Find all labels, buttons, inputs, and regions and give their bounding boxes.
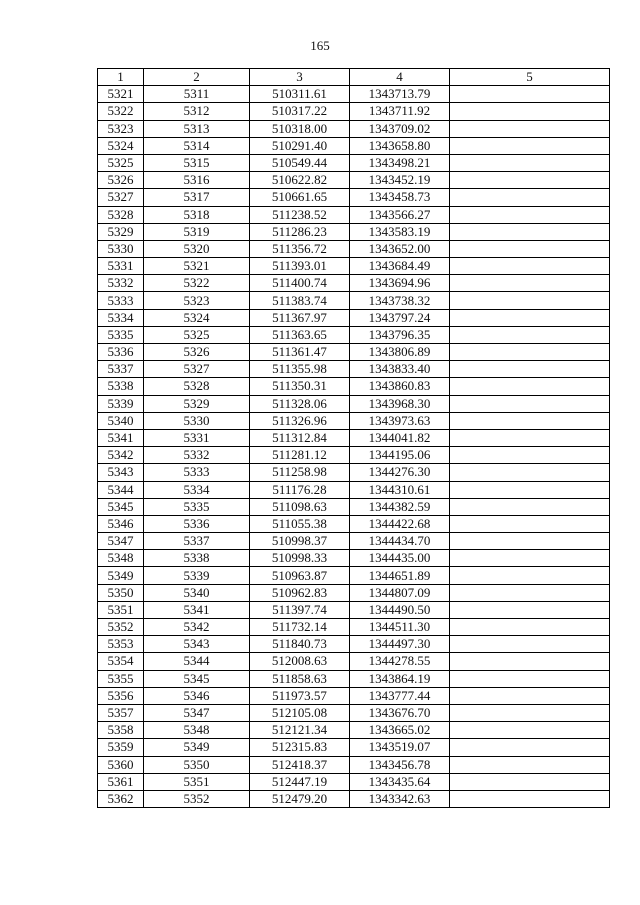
- note-cell: [450, 154, 610, 171]
- x-coordinate-cell: 511098.63: [250, 498, 350, 515]
- y-coordinate-cell: 1344422.68: [350, 515, 450, 532]
- note-cell: [450, 240, 610, 257]
- note-cell: [450, 103, 610, 120]
- note-cell: [450, 533, 610, 550]
- x-coordinate-cell: 511176.28: [250, 481, 350, 498]
- x-coordinate-cell: 511326.96: [250, 412, 350, 429]
- note-cell: [450, 653, 610, 670]
- table-row: [98, 189, 610, 206]
- table-row: [98, 206, 610, 223]
- y-coordinate-cell: 1343796.35: [350, 326, 450, 343]
- point-number-cell: 5321: [144, 258, 250, 275]
- point-number-cell: 5350: [144, 756, 250, 773]
- table-row: [98, 567, 610, 584]
- point-number-cell: 5318: [144, 206, 250, 223]
- y-coordinate-cell: 1344278.55: [350, 653, 450, 670]
- point-number-cell: 5340: [144, 584, 250, 601]
- table-row: [98, 275, 610, 292]
- y-coordinate-cell: 1344382.59: [350, 498, 450, 515]
- row-number-cell: 5343: [98, 464, 144, 481]
- row-number-cell: 5345: [98, 498, 144, 515]
- x-coordinate-cell: 510311.61: [250, 86, 350, 103]
- point-number-cell: 5325: [144, 326, 250, 343]
- x-coordinate-cell: 510998.37: [250, 533, 350, 550]
- row-number-cell: 5321: [98, 86, 144, 103]
- table-header: [98, 69, 610, 86]
- note-cell: [450, 515, 610, 532]
- y-coordinate-cell: 1344651.89: [350, 567, 450, 584]
- x-coordinate-cell: 511328.06: [250, 395, 350, 412]
- row-number-cell: 5331: [98, 258, 144, 275]
- table-row: [98, 240, 610, 257]
- row-number-cell: 5344: [98, 481, 144, 498]
- y-coordinate-cell: 1343342.63: [350, 790, 450, 807]
- x-coordinate-cell: 510998.33: [250, 550, 350, 567]
- note-cell: [450, 275, 610, 292]
- note-cell: [450, 722, 610, 739]
- x-coordinate-cell: 511361.47: [250, 344, 350, 361]
- y-coordinate-cell: 1343452.19: [350, 172, 450, 189]
- y-coordinate-cell: 1343833.40: [350, 361, 450, 378]
- row-number-cell: 5342: [98, 447, 144, 464]
- y-coordinate-cell: 1343973.63: [350, 412, 450, 429]
- table-row: [98, 378, 610, 395]
- y-coordinate-cell: 1344041.82: [350, 429, 450, 446]
- x-coordinate-cell: 511055.38: [250, 515, 350, 532]
- table-row: [98, 103, 610, 120]
- point-number-cell: 5326: [144, 344, 250, 361]
- row-number-cell: 5328: [98, 206, 144, 223]
- point-number-cell: 5317: [144, 189, 250, 206]
- point-number-cell: 5327: [144, 361, 250, 378]
- note-cell: [450, 601, 610, 618]
- note-cell: [450, 309, 610, 326]
- note-cell: [450, 464, 610, 481]
- row-number-cell: 5333: [98, 292, 144, 309]
- x-coordinate-cell: 510661.65: [250, 189, 350, 206]
- y-coordinate-cell: 1344807.09: [350, 584, 450, 601]
- table-row: [98, 309, 610, 326]
- table-row: [98, 223, 610, 240]
- point-number-cell: 5342: [144, 619, 250, 636]
- point-number-cell: 5338: [144, 550, 250, 567]
- y-coordinate-cell: 1343797.24: [350, 309, 450, 326]
- x-coordinate-cell: 511400.74: [250, 275, 350, 292]
- row-number-cell: 5324: [98, 137, 144, 154]
- y-coordinate-cell: 1343968.30: [350, 395, 450, 412]
- x-coordinate-cell: 512121.34: [250, 722, 350, 739]
- table-row: [98, 550, 610, 567]
- x-coordinate-cell: 512418.37: [250, 756, 350, 773]
- note-cell: [450, 567, 610, 584]
- point-number-cell: 5320: [144, 240, 250, 257]
- row-number-cell: 5338: [98, 378, 144, 395]
- row-number-cell: 5356: [98, 687, 144, 704]
- point-number-cell: 5349: [144, 739, 250, 756]
- table-row: [98, 756, 610, 773]
- x-coordinate-cell: 510549.44: [250, 154, 350, 171]
- row-number-cell: 5339: [98, 395, 144, 412]
- x-coordinate-cell: 511840.73: [250, 636, 350, 653]
- page-number: 165: [310, 38, 330, 53]
- table-row: [98, 292, 610, 309]
- column-header-4: 4: [350, 69, 450, 86]
- note-cell: [450, 447, 610, 464]
- table-row: [98, 704, 610, 721]
- note-cell: [450, 790, 610, 807]
- x-coordinate-cell: 511393.01: [250, 258, 350, 275]
- y-coordinate-cell: 1343738.32: [350, 292, 450, 309]
- y-coordinate-cell: 1343777.44: [350, 687, 450, 704]
- note-cell: [450, 378, 610, 395]
- note-cell: [450, 481, 610, 498]
- point-number-cell: 5334: [144, 481, 250, 498]
- row-number-cell: 5322: [98, 103, 144, 120]
- note-cell: [450, 429, 610, 446]
- point-number-cell: 5313: [144, 120, 250, 137]
- note-cell: [450, 344, 610, 361]
- point-number-cell: 5316: [144, 172, 250, 189]
- y-coordinate-cell: 1344497.30: [350, 636, 450, 653]
- point-number-cell: 5311: [144, 86, 250, 103]
- row-number-cell: 5355: [98, 670, 144, 687]
- point-number-cell: 5319: [144, 223, 250, 240]
- row-number-cell: 5362: [98, 790, 144, 807]
- x-coordinate-cell: 510318.00: [250, 120, 350, 137]
- y-coordinate-cell: 1344435.00: [350, 550, 450, 567]
- x-coordinate-cell: 511367.97: [250, 309, 350, 326]
- x-coordinate-cell: 512008.63: [250, 653, 350, 670]
- y-coordinate-cell: 1343583.19: [350, 223, 450, 240]
- point-number-cell: 5341: [144, 601, 250, 618]
- y-coordinate-cell: 1343709.02: [350, 120, 450, 137]
- note-cell: [450, 498, 610, 515]
- table-row: [98, 326, 610, 343]
- row-number-cell: 5341: [98, 429, 144, 446]
- point-number-cell: 5348: [144, 722, 250, 739]
- point-number-cell: 5344: [144, 653, 250, 670]
- y-coordinate-cell: 1343456.78: [350, 756, 450, 773]
- note-cell: [450, 172, 610, 189]
- row-number-cell: 5330: [98, 240, 144, 257]
- point-number-cell: 5347: [144, 704, 250, 721]
- table-row: [98, 120, 610, 137]
- x-coordinate-cell: 512105.08: [250, 704, 350, 721]
- row-number-cell: 5326: [98, 172, 144, 189]
- note-cell: [450, 773, 610, 790]
- table-row: [98, 515, 610, 532]
- note-cell: [450, 584, 610, 601]
- table-row: [98, 790, 610, 807]
- x-coordinate-cell: 511397.74: [250, 601, 350, 618]
- table-row: [98, 447, 610, 464]
- point-number-cell: 5339: [144, 567, 250, 584]
- table-row: [98, 498, 610, 515]
- point-number-cell: 5352: [144, 790, 250, 807]
- x-coordinate-cell: 510622.82: [250, 172, 350, 189]
- y-coordinate-cell: 1343864.19: [350, 670, 450, 687]
- point-number-cell: 5343: [144, 636, 250, 653]
- row-number-cell: 5346: [98, 515, 144, 532]
- row-number-cell: 5327: [98, 189, 144, 206]
- table-row: [98, 687, 610, 704]
- note-cell: [450, 687, 610, 704]
- row-number-cell: 5350: [98, 584, 144, 601]
- row-number-cell: 5347: [98, 533, 144, 550]
- x-coordinate-cell: 511356.72: [250, 240, 350, 257]
- y-coordinate-cell: 1344511.30: [350, 619, 450, 636]
- table-row: [98, 412, 610, 429]
- x-coordinate-cell: 511858.63: [250, 670, 350, 687]
- row-number-cell: 5329: [98, 223, 144, 240]
- table-row: [98, 670, 610, 687]
- table-row: [98, 464, 610, 481]
- note-cell: [450, 619, 610, 636]
- row-number-cell: 5353: [98, 636, 144, 653]
- note-cell: [450, 670, 610, 687]
- table-row: [98, 619, 610, 636]
- row-number-cell: 5325: [98, 154, 144, 171]
- row-number-cell: 5360: [98, 756, 144, 773]
- note-cell: [450, 326, 610, 343]
- x-coordinate-cell: 510963.87: [250, 567, 350, 584]
- x-coordinate-cell: 511973.57: [250, 687, 350, 704]
- row-number-cell: 5334: [98, 309, 144, 326]
- y-coordinate-cell: 1343498.21: [350, 154, 450, 171]
- table-row: [98, 739, 610, 756]
- row-number-cell: 5332: [98, 275, 144, 292]
- row-number-cell: 5337: [98, 361, 144, 378]
- note-cell: [450, 292, 610, 309]
- coordinates-table: [97, 68, 610, 808]
- y-coordinate-cell: 1343694.96: [350, 275, 450, 292]
- row-number-cell: 5359: [98, 739, 144, 756]
- x-coordinate-cell: 511281.12: [250, 447, 350, 464]
- y-coordinate-cell: 1343665.02: [350, 722, 450, 739]
- note-cell: [450, 137, 610, 154]
- note-cell: [450, 412, 610, 429]
- row-number-cell: 5354: [98, 653, 144, 670]
- point-number-cell: 5322: [144, 275, 250, 292]
- note-cell: [450, 739, 610, 756]
- y-coordinate-cell: 1343435.64: [350, 773, 450, 790]
- column-header-2: 2: [144, 69, 250, 86]
- table-row: [98, 258, 610, 275]
- y-coordinate-cell: 1343566.27: [350, 206, 450, 223]
- table-row: [98, 137, 610, 154]
- x-coordinate-cell: 510962.83: [250, 584, 350, 601]
- note-cell: [450, 636, 610, 653]
- note-cell: [450, 704, 610, 721]
- table-row: [98, 481, 610, 498]
- note-cell: [450, 756, 610, 773]
- x-coordinate-cell: 511258.98: [250, 464, 350, 481]
- point-number-cell: 5312: [144, 103, 250, 120]
- table-row: [98, 653, 610, 670]
- point-number-cell: 5330: [144, 412, 250, 429]
- x-coordinate-cell: 511732.14: [250, 619, 350, 636]
- table-row: [98, 395, 610, 412]
- x-coordinate-cell: 511312.84: [250, 429, 350, 446]
- table-row: [98, 86, 610, 103]
- x-coordinate-cell: 511350.31: [250, 378, 350, 395]
- table-body: [98, 86, 610, 808]
- row-number-cell: 5357: [98, 704, 144, 721]
- table-row: [98, 154, 610, 171]
- row-number-cell: 5351: [98, 601, 144, 618]
- y-coordinate-cell: 1343711.92: [350, 103, 450, 120]
- note-cell: [450, 120, 610, 137]
- point-number-cell: 5345: [144, 670, 250, 687]
- column-header-3: 3: [250, 69, 350, 86]
- row-number-cell: 5336: [98, 344, 144, 361]
- point-number-cell: 5324: [144, 309, 250, 326]
- y-coordinate-cell: 1344310.61: [350, 481, 450, 498]
- y-coordinate-cell: 1343860.83: [350, 378, 450, 395]
- note-cell: [450, 206, 610, 223]
- table-row: [98, 429, 610, 446]
- point-number-cell: 5335: [144, 498, 250, 515]
- column-header-5: 5: [450, 69, 610, 86]
- y-coordinate-cell: 1344490.50: [350, 601, 450, 618]
- row-number-cell: 5323: [98, 120, 144, 137]
- point-number-cell: 5328: [144, 378, 250, 395]
- point-number-cell: 5333: [144, 464, 250, 481]
- y-coordinate-cell: 1344195.06: [350, 447, 450, 464]
- point-number-cell: 5336: [144, 515, 250, 532]
- row-number-cell: 5349: [98, 567, 144, 584]
- row-number-cell: 5335: [98, 326, 144, 343]
- note-cell: [450, 361, 610, 378]
- table-row: [98, 773, 610, 790]
- table-row: [98, 344, 610, 361]
- x-coordinate-cell: 512479.20: [250, 790, 350, 807]
- row-number-cell: 5352: [98, 619, 144, 636]
- x-coordinate-cell: 511383.74: [250, 292, 350, 309]
- y-coordinate-cell: 1343676.70: [350, 704, 450, 721]
- table-row: [98, 636, 610, 653]
- x-coordinate-cell: 511286.23: [250, 223, 350, 240]
- note-cell: [450, 223, 610, 240]
- note-cell: [450, 258, 610, 275]
- point-number-cell: 5314: [144, 137, 250, 154]
- table-row: [98, 722, 610, 739]
- point-number-cell: 5332: [144, 447, 250, 464]
- point-number-cell: 5329: [144, 395, 250, 412]
- x-coordinate-cell: 511238.52: [250, 206, 350, 223]
- y-coordinate-cell: 1343713.79: [350, 86, 450, 103]
- x-coordinate-cell: 510291.40: [250, 137, 350, 154]
- column-header-1: 1: [98, 69, 144, 86]
- y-coordinate-cell: 1343458.73: [350, 189, 450, 206]
- row-number-cell: 5348: [98, 550, 144, 567]
- y-coordinate-cell: 1344276.30: [350, 464, 450, 481]
- y-coordinate-cell: 1343806.89: [350, 344, 450, 361]
- y-coordinate-cell: 1343684.49: [350, 258, 450, 275]
- table-row: [98, 601, 610, 618]
- row-number-cell: 5340: [98, 412, 144, 429]
- table-row: [98, 533, 610, 550]
- point-number-cell: 5323: [144, 292, 250, 309]
- point-number-cell: 5331: [144, 429, 250, 446]
- point-number-cell: 5315: [144, 154, 250, 171]
- x-coordinate-cell: 511363.65: [250, 326, 350, 343]
- y-coordinate-cell: 1343519.07: [350, 739, 450, 756]
- point-number-cell: 5337: [144, 533, 250, 550]
- note-cell: [450, 189, 610, 206]
- row-number-cell: 5358: [98, 722, 144, 739]
- header-row: [98, 69, 610, 86]
- x-coordinate-cell: 512315.83: [250, 739, 350, 756]
- y-coordinate-cell: 1343652.00: [350, 240, 450, 257]
- y-coordinate-cell: 1344434.70: [350, 533, 450, 550]
- table-row: [98, 172, 610, 189]
- point-number-cell: 5346: [144, 687, 250, 704]
- note-cell: [450, 550, 610, 567]
- table-row: [98, 584, 610, 601]
- table-row: [98, 361, 610, 378]
- x-coordinate-cell: 511355.98: [250, 361, 350, 378]
- x-coordinate-cell: 512447.19: [250, 773, 350, 790]
- point-number-cell: 5351: [144, 773, 250, 790]
- note-cell: [450, 395, 610, 412]
- y-coordinate-cell: 1343658.80: [350, 137, 450, 154]
- x-coordinate-cell: 510317.22: [250, 103, 350, 120]
- row-number-cell: 5361: [98, 773, 144, 790]
- note-cell: [450, 86, 610, 103]
